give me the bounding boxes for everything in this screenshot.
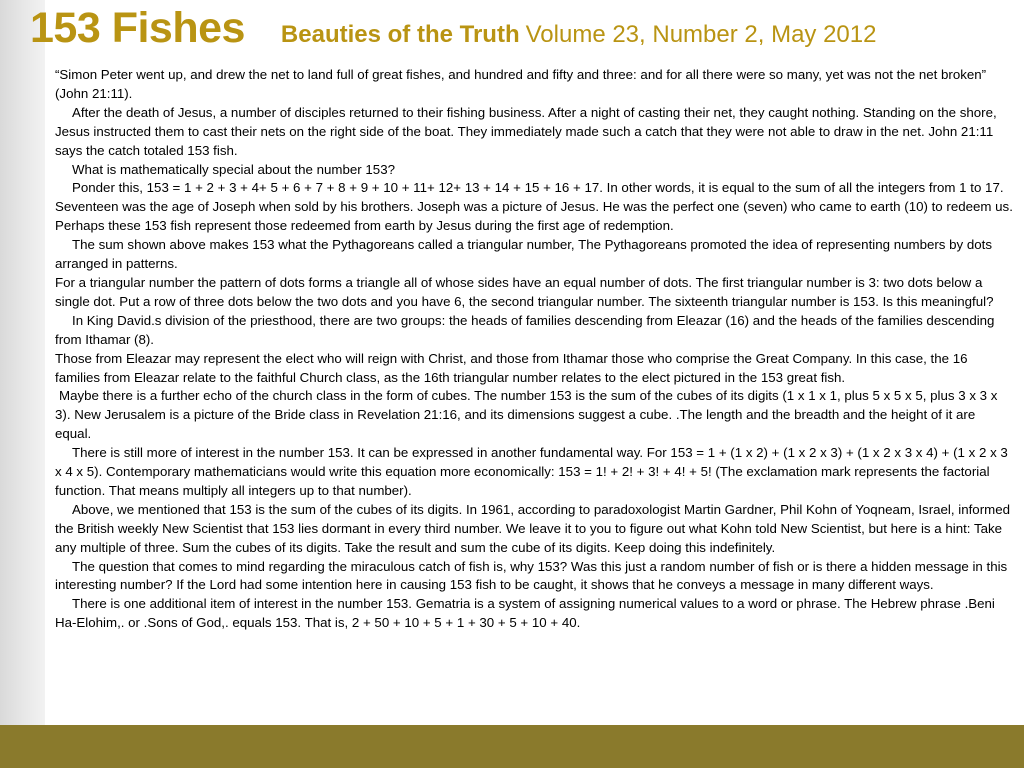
- article-paragraph: The question that comes to mind regarding the miraculous catch of fish is, why 153? Was this just a random number of fish or is there a hidden message in this interesting number? If the Lord had some intention here in causing 153 fish to be caught, it shows that he conveys a message in many different ways.: [55, 558, 1008, 593]
- article-paragraph: Above, we mentioned that 153 is the sum of the cubes of its digits. In 1961, according to paradoxologist Martin Gardner, Phil Kohn of Yoqneam, Israel, informed the British weekly New Scientist that 153 lies dormant in every third number. We leave it to you to figure out what Kohn told New Scientist, but here is a hint: Take any multiple of three. Sum the cubes of its digits. Take the result and sum the cube of its digits. Keep doing this indefinitely.: [55, 501, 1010, 555]
- article-paragraph: In King David.s division of the priesthood, there are two groups: the heads of families descending from Eleazar (16) and the heads of the families descending from Ithamar (8).: [55, 312, 995, 347]
- article-paragraph: Maybe there is a further echo of the church class in the form of cubes. The number 153 is the sum of the cubes of its digits (1 x 1 x 1, plus 5 x 5 x 5, plus 3 x 3 x 3). New Jerusalem is a picture of the Bride class in Revelation 21:16, and its dimensions suggest a cube. .The length and the breadth and the height of it are equal.: [55, 388, 998, 442]
- left-decorative-bar: [0, 0, 45, 725]
- article-paragraph: After the death of Jesus, a number of disciples returned to their fishing business. After a night of casting their net, they caught nothing. Standing on the shore, Jesus instructed them to cast their nets on the right side of the boat. They immediately made such a catch that they were not able to draw in the net. John 21:11 says the catch totaled 153 fish.: [55, 104, 997, 158]
- article-paragraph: The sum shown above makes 153 what the Pythagoreans called a triangular number, The Pythagoreans promoted the idea of representing numbers by dots arranged in patterns.: [55, 237, 993, 272]
- bottom-decorative-bar: [0, 725, 1024, 768]
- article-paragraph: Those from Eleazar may represent the elect who will reign with Christ, and those from Ithamar those who comprise the Great Company. In this case, the 16 families from Eleazar relate to the faithful Church class, as the 16th triangular number relates to the elect pictured in the 153 great fish.: [55, 350, 968, 385]
- issue-info: Volume 23, Number 2, May 2012: [525, 21, 877, 48]
- article-paragraph: There is one additional item of interest in the number 153. Gematria is a system of assigning numerical values to a word or phrase. The Hebrew phrase .Beni Ha-Elohim,. or .Sons of God,. equals 153. That is, 2 + 50 + 10 + 5 + 1 + 30 + 5 + 10 + 40.: [55, 596, 995, 631]
- page-header: [30, 4, 1020, 60]
- article-paragraph-quote: “Simon Peter went up, and drew the net to land full of great fishes, and hundred and fifty and three: and for all there were so many, yet was not the net broken” (John 21:11).: [55, 67, 987, 101]
- article-paragraph: There is still more of interest in the number 153. It can be expressed in another fundamental way. For 153 = 1 + (1 x 2) + (1 x 2 x 3) + (1 x 2 x 3 x 4) + (1 x 2 x 3 x 4 x 5). Contemporary mathematicians would write this equation more economically: 153 = 1! + 2! + 3! + 4! + 5! (The exclamation mark represents the factorial function. That means multiply all integers up to that number).: [55, 445, 1008, 498]
- page-title: 153 Fishes: [30, 4, 245, 52]
- article-body: [55, 66, 1015, 633]
- page-subtitle: Beauties of the Truth: [280, 21, 520, 48]
- article-paragraph: Ponder this, 153 = 1 + 2 + 3 + 4+ 5 + 6 + 7 + 8 + 9 + 10 + 11+ 12+ 13 + 14 + 15 + 16 + 17. In other words, it is equal to the sum of all the integers from 1 to 17. Seventeen was the age of Joseph when sold by his brothers. Joseph was a picture of Jesus. He was the perfect one (seven) who came to earth (10) to redeem us. Perhaps these 153 fish represent those redeemed from earth by Jesus during the first age of redemption.: [55, 180, 1013, 234]
- article-paragraph: For a triangular number the pattern of dots forms a triangle all of whose sides have an equal number of dots. The first triangular number is 3: two dots below a single dot. Put a row of three dots below the two dots and you have 6, the second triangular number. The sixteenth triangular number is 153. Is this meaningful?: [55, 274, 994, 309]
- article-paragraph: What is mathematically special about the number 153?: [72, 161, 395, 177]
